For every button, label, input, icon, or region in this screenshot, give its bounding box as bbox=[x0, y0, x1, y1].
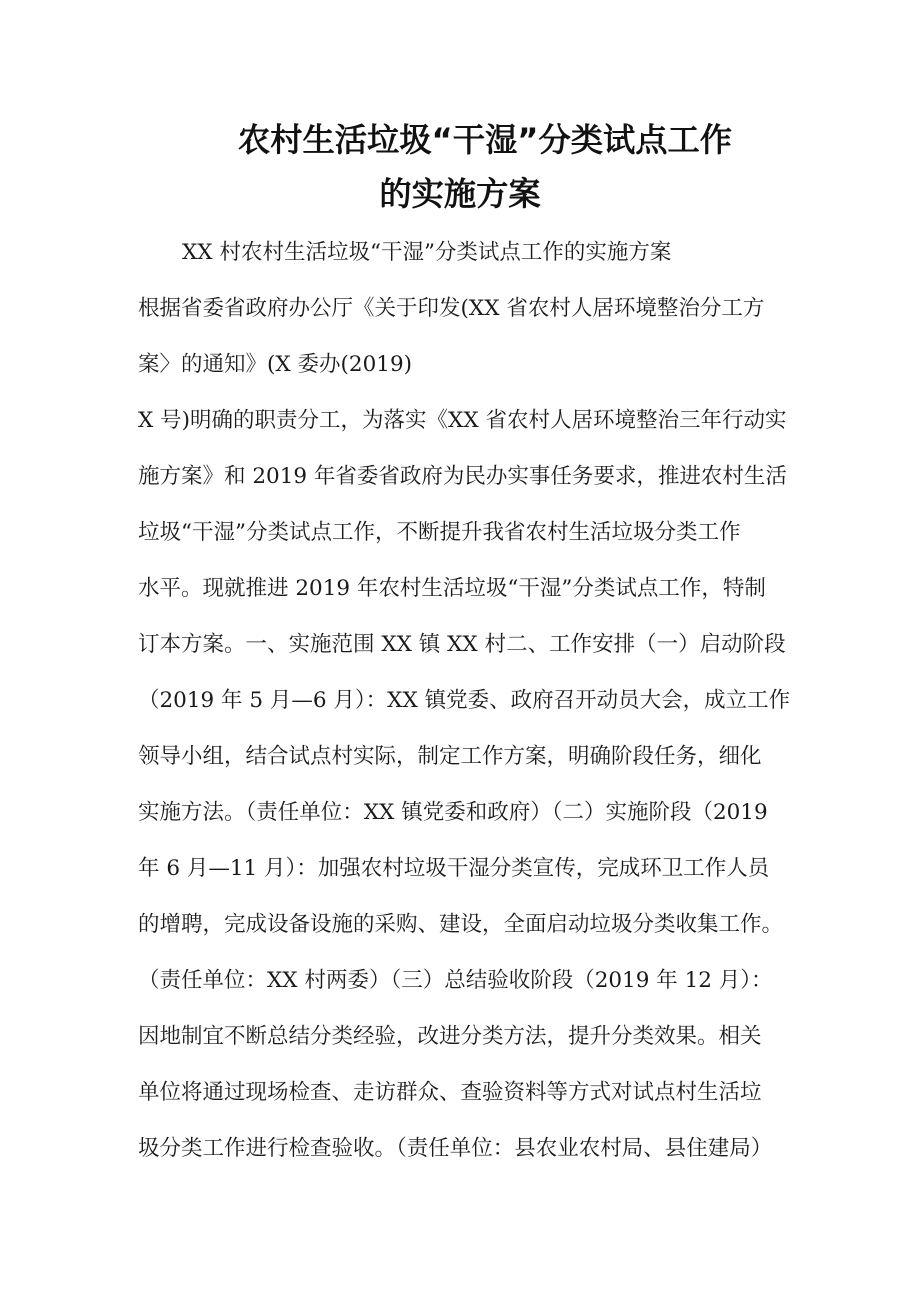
body-line: 案〉的通知》(X 委办(2019) bbox=[138, 352, 413, 377]
body-line: （2019 年 5 月—6 月）：XX 镇党委、政府召开动员大会，成立工作 bbox=[138, 688, 791, 713]
body-line: 施方案》和 2019 年省委省政府为民办实事任务要求，推进农村生活 bbox=[138, 464, 787, 489]
body-line: X 号)明确的职责分工，为落实《XX 省农村人居环境整治三年行动实 bbox=[138, 408, 787, 433]
body-line: 垃圾“干湿”分类试点工作，不断提升我省农村生活垃圾分类工作 bbox=[138, 520, 741, 545]
body-line: 圾分类工作进行检查验收。（责任单位：县农业农村局、县住建局） bbox=[138, 1136, 773, 1161]
body-line: 因地制宜不断总结分类经验，改进分类方法，提升分类效果。相关 bbox=[138, 1024, 762, 1049]
body-line: 的增聘，完成设备设施的采购、建设，全面启动垃圾分类收集工作。 bbox=[138, 912, 784, 937]
document-title-line-1: 农村生活垃圾“干湿”分类试点工作 bbox=[237, 121, 733, 159]
body-line: 年 6 月—11 月）：加强农村垃圾干湿分类宣传，完成环卫工作人员 bbox=[138, 856, 770, 881]
document-title-line-2: 的实施方案 bbox=[379, 175, 541, 213]
body-line: XX 村农村生活垃圾“干湿”分类试点工作的实施方案 bbox=[182, 240, 672, 265]
body-line: 根据省委省政府办公厅《关于印发(XX 省农村人居环境整治分工方 bbox=[138, 296, 765, 321]
body-line: 水平。现就推进 2019 年农村生活垃圾“干湿”分类试点工作，特制 bbox=[138, 576, 766, 601]
body-line: 实施方法。（责任单位：XX 镇党委和政府）（二）实施阶段（2019 bbox=[138, 800, 768, 825]
body-line: 单位将通过现场检查、走访群众、查验资料等方式对试点村生活垃 bbox=[138, 1080, 762, 1105]
body-line: 领导小组，结合试点村实际，制定工作方案，明确阶段任务，细化 bbox=[138, 744, 762, 769]
body-line: 订本方案。一、实施范围 XX 镇 XX 村二、工作安排（一）启动阶段 bbox=[138, 632, 786, 657]
body-line: （责任单位：XX 村两委）（三）总结验收阶段（2019 年 12 月）： bbox=[138, 968, 773, 993]
